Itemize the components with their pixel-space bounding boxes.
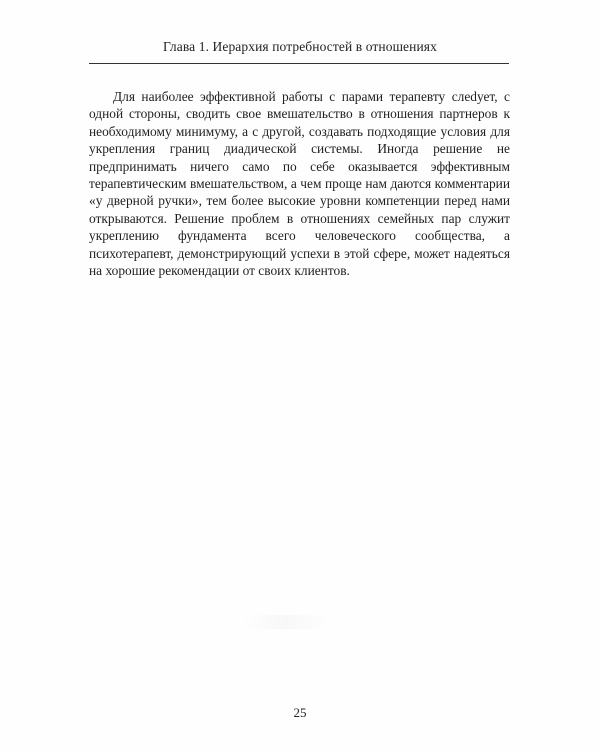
body-paragraph: Для наиболее эффективной работы с парами терапевту слеdует, с одной стороны, сводить свое вмешательство в отношения партнеров к необходимому минимуму, а с другой, создавать подходящие условия для укрепления границ диадической системы. Иногда решение не предпринимать ничего само по себе оказывается эффективным терапевтическим вмешательством, а чем проще нам даются комментарии «у дверной ручки», тем более высокие уровни компетенции перед нами открываются. Решение проблем в отношениях семейных пар служит укреплению фундамента всего человеческого сообщества, а психотерапевт, демонстрирующий успехи в этой сфере, может надеяться на хорошие рекомендации от своих клиентов.	[89, 89, 510, 279]
running-head: Глава 1. Иерархия потребностей в отношениях	[163, 39, 437, 54]
header-rule	[89, 63, 509, 64]
show-through-shadow	[240, 615, 330, 629]
page-number: 25	[293, 705, 307, 720]
